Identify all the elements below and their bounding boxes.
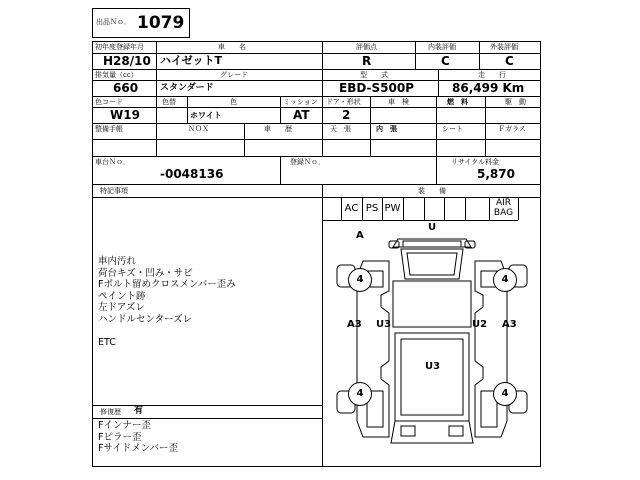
manual-label: 整備手帳	[95, 125, 123, 133]
seat-label: シート	[442, 125, 463, 133]
equip-ps: PS	[365, 203, 379, 214]
repair-label: 修復歴	[100, 408, 121, 416]
car-name-label: 車 名	[218, 43, 246, 51]
color-code-value: W19	[110, 108, 140, 122]
doors-label: ドア・形状	[326, 98, 361, 106]
equip-ac: AC	[344, 203, 359, 214]
repair-line: Fサイドメンバー歪	[98, 443, 179, 455]
interior-value: C	[441, 54, 450, 68]
score-value: R	[362, 54, 372, 68]
exterior-label: 外装評価	[490, 43, 518, 51]
repair-value: 有	[134, 406, 144, 416]
remark-line: ペイント跡	[98, 290, 146, 302]
remark-line: 左ドアズレ	[98, 302, 145, 314]
mileage-value: 86,499 Km	[452, 81, 525, 95]
model-label: 型 式	[360, 71, 388, 79]
nox-label: ＮＯＸ	[188, 125, 209, 133]
fuel-label: 燃 料	[447, 98, 468, 106]
repair-line: Fインナー歪	[98, 420, 151, 431]
mark-left-a3: A3	[347, 319, 362, 330]
model-value: EBD-S500P	[339, 81, 414, 95]
remarks-list	[98, 256, 236, 349]
car-name-value: ハイゼットT	[160, 54, 222, 67]
mark-right-front-4: 4	[493, 268, 517, 292]
f-glass-label: Ｆガラス	[498, 125, 526, 133]
mark-right-rear-4: 4	[493, 382, 517, 406]
color-value: ホワイト	[190, 111, 222, 120]
interior-label: 内装評価	[428, 43, 456, 51]
remarks-label: 特記事項	[100, 187, 128, 195]
mark-top-u: U	[428, 222, 437, 233]
color-code-label: 色コード	[95, 98, 123, 106]
repair-line: Fピラー歪	[98, 431, 142, 443]
mark-right-a3: A3	[502, 319, 517, 330]
color-label: 色	[230, 98, 237, 106]
remark-line	[98, 326, 236, 338]
lot-number: 1079	[137, 13, 185, 33]
reg-no-label: 登録Ｎｏ．	[290, 158, 325, 166]
doors-value: 2	[342, 108, 351, 122]
mark-left-front-4: 4	[348, 268, 372, 292]
lot-box	[92, 8, 190, 38]
recycle-label: リサイクル料金	[451, 158, 500, 166]
remark-line: 荷台キズ・凹み・サビ	[98, 267, 193, 279]
equipment-label: 装 備	[418, 187, 446, 195]
score-label: 評価点	[356, 43, 377, 51]
mark-left-rear-4: 4	[348, 382, 372, 406]
chassis-value: -0048136	[160, 167, 224, 181]
mark-right-u2: U2	[472, 319, 488, 330]
transmission-value: AT	[293, 108, 310, 122]
remark-line: Fボルト留めクロスメンバー歪み	[98, 279, 236, 291]
vehicle-diagram	[323, 221, 541, 467]
grade-value: スタンダード	[160, 83, 214, 93]
equip-airbag: AIR BAG	[493, 198, 514, 218]
first-reg-label: 初年度登録年月	[95, 43, 144, 51]
remark-line: 車内汚れ	[98, 256, 137, 267]
drive-label: 駆 動	[505, 98, 526, 106]
recycle-value: 5,870	[477, 167, 515, 181]
lot-label: 出品Ｎｏ．	[96, 18, 131, 26]
exterior-value: C	[505, 54, 514, 68]
mark-left-u3: U3	[376, 319, 392, 330]
displacement-label: 排気量（cc）	[95, 71, 138, 79]
chassis-label: 車台Ｎｏ．	[95, 158, 130, 166]
repair-list	[98, 420, 178, 455]
mileage-label: 走 行	[478, 71, 506, 79]
remark-line: ETC	[98, 337, 116, 349]
transmission-label: ミッション	[283, 98, 318, 106]
sunroof-label: 天 張	[330, 125, 351, 133]
mark-front-a: A	[356, 230, 364, 241]
grade-label: グレード	[220, 71, 248, 79]
first-reg-value: H28/10	[103, 54, 151, 68]
equip-pw: PW	[384, 203, 401, 214]
color-change-label: 色替	[162, 98, 176, 106]
displacement-value: 660	[113, 81, 139, 95]
mark-bed-u3: U3	[425, 361, 441, 372]
inspection-label: 車 検	[388, 98, 409, 106]
remark-line: ハンドルセンターズレ	[98, 313, 193, 325]
history-label: 車 歴	[264, 125, 292, 133]
interior-trim-label: 内 張	[376, 125, 397, 133]
